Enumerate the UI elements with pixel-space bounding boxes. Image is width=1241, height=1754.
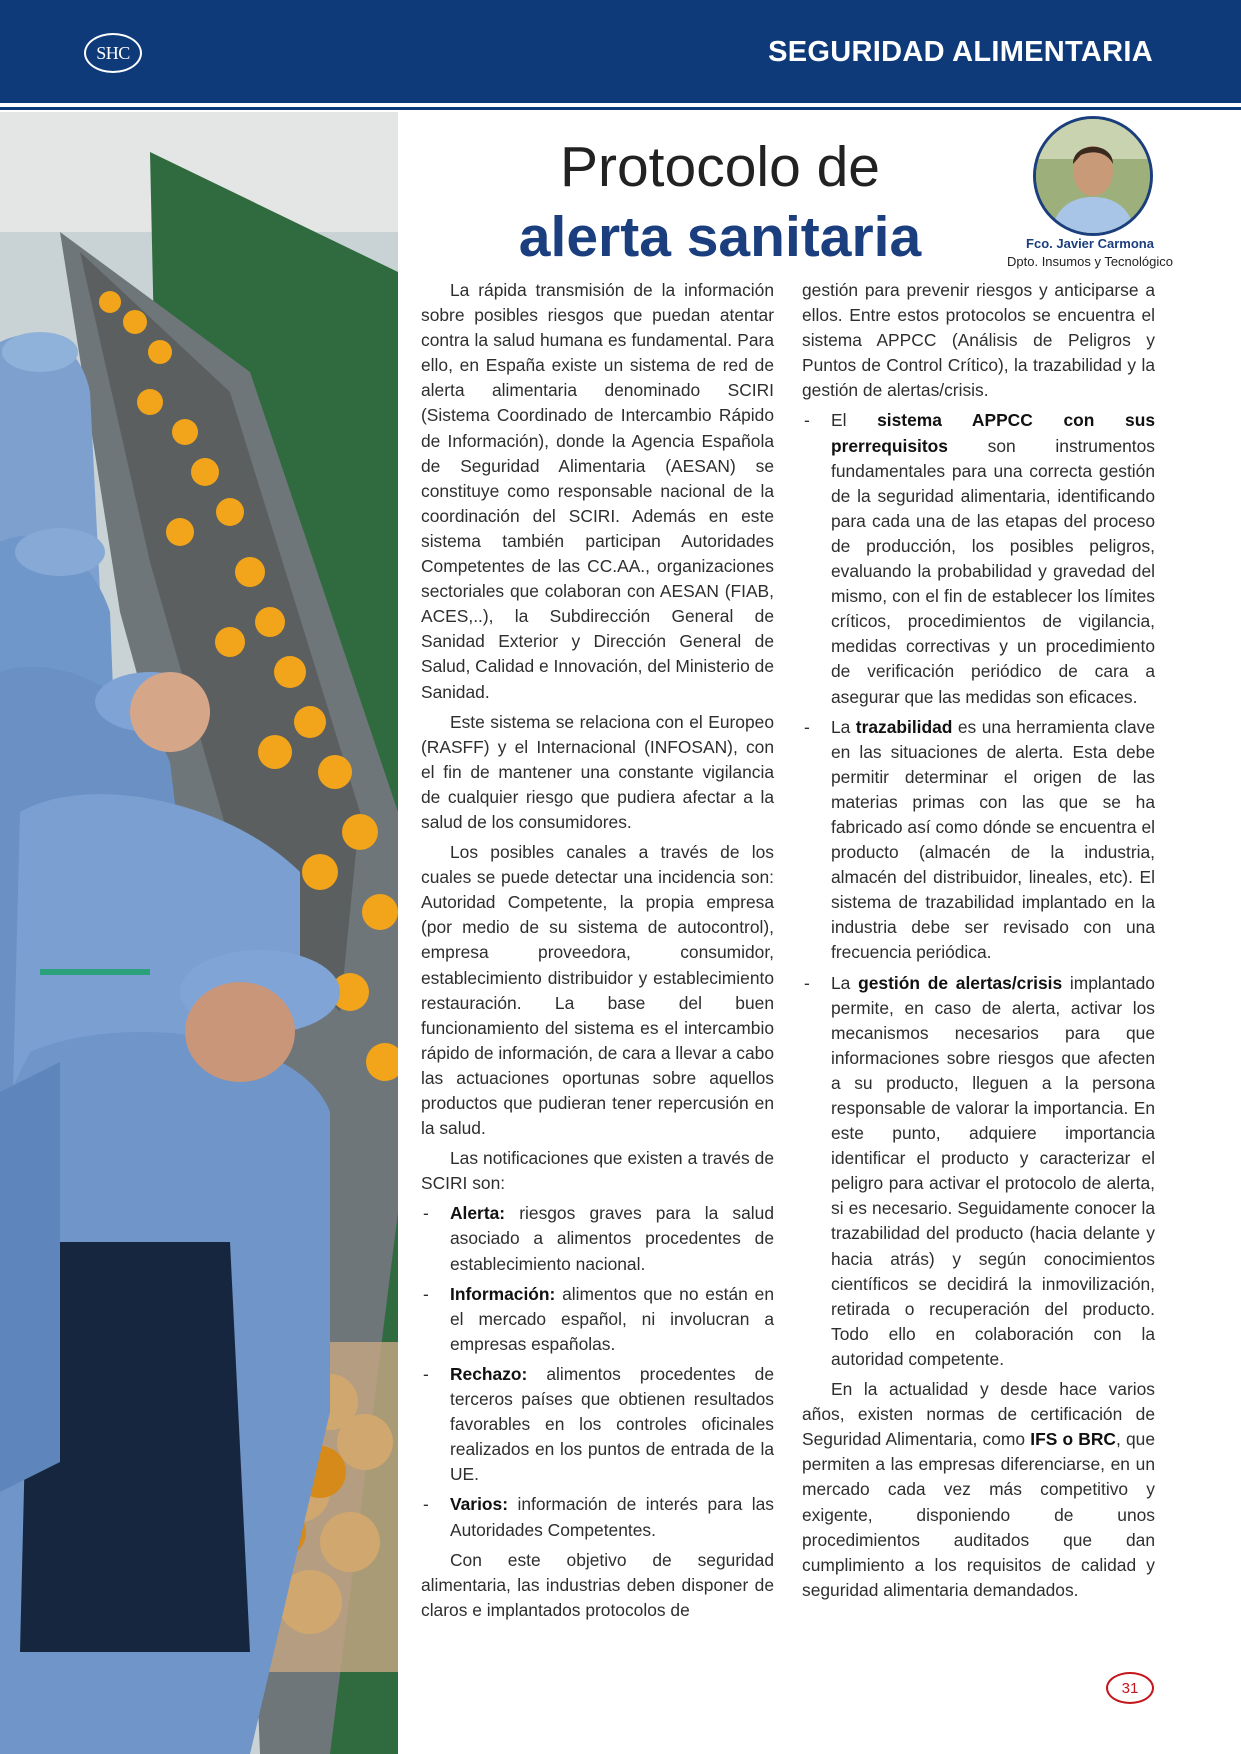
- paragraph: Este sistema se relaciona con el Europeo (RASFF) y el Internacional (INFOSAN), con el fin de mantener una constante vigilancia de cualquier riesgo que pudiera afectar a la salud de los consumidores.: [421, 711, 774, 832]
- page-number: 31: [1106, 1672, 1154, 1704]
- paragraph: En la actualidad y desde hace varios años, existen normas de certificación de Seguridad Alimentaria, como IFS o BRC, que permiten a las empresas diferenciarse, en un mercado cada vez más competitivo y exigente, disponiendo de unos procedimientos auditados que dan cumplimiento a los requisitos de calidad y seguridad alimentaria demandados.: [802, 1379, 1155, 1600]
- article-column-left: [421, 278, 774, 1628]
- notification-types-list: [421, 1201, 774, 1542]
- article-title-line2: alerta sanitaria: [518, 205, 922, 269]
- list-item: - Varios: información de interés para las Autoridades Competentes.: [421, 1492, 774, 1542]
- list-item: - Información: alimentos que no están en el mercado español, ni involucran a empresas españolas.: [421, 1282, 774, 1357]
- author-portrait: [1033, 116, 1153, 236]
- author-name: Fco. Javier Carmona: [1026, 236, 1154, 251]
- paragraph: Los posibles canales a través de los cuales se puede detectar una incidencia son: Autoridad Competente, la propia empresa (por medio de su sistema de autocontrol), empresa proveedora, consumidor, establecimiento distribuidor y establecimiento restauración. La base del buen funcionamiento del sistema es el intercambio rápido de información, de cara a llevar a cabo las actuaciones oportunas sobre aquellos productos que pudieran tener repercusión en la salud.: [421, 842, 774, 1139]
- article-column-right: [802, 278, 1155, 1608]
- list-item: - Rechazo: alimentos procedentes de terceros países que obtienen resultados favorables en los controles oficinales realizados en los puntos de entrada de la UE.: [421, 1362, 774, 1487]
- paragraph: La rápida transmisión de la información sobre posibles riesgos que puedan atentar contra la salud humana es fundamental. Para ello, en España existe un sistema de red de alerta alimentaria denominado SCIRI (Sistema Coordinado de Intercambio Rápido de Información), donde la Agencia Española de Seguridad Alimentaria (AESAN) se constituye como responsable nacional de la coordinación del SCIRI. Además en este sistema también participan Autoridades Competentes de las CC.AA., organizaciones sectoriales que colaboran con AESAN (FIAB, ACES,..), la Subdirección General de Sanidad Exterior y Dirección General de Salud, Calidad e Innovación, del Ministerio de Sanidad.: [421, 280, 774, 702]
- paragraph: Las notificaciones que existen a través de SCIRI son:: [421, 1148, 774, 1194]
- header-divider: [0, 107, 1241, 110]
- list-item: - La trazabilidad es una herramienta clave en las situaciones de alerta. Esta debe permitir determinar el origen de las materias primas con las que se ha fabricado así como dónde se encuentra el producto (almacén de la industria, almacén del distribuidor, lineales, etc). El sistema de trazabilidad implantado en la industria debe ser revisado con una frecuencia periódica.: [802, 715, 1155, 966]
- protocols-list: [802, 408, 1155, 1372]
- article-title-line1: Protocolo de: [559, 135, 881, 199]
- shc-logo: SHC: [84, 33, 142, 73]
- paragraph: gestión para prevenir riesgos y anticiparse a ellos. Entre estos protocolos se encuentra el sistema APPCC (Análisis de Peligros y Puntos de Control Crítico), la trazabilidad y la gestión de alertas/crisis.: [802, 280, 1155, 401]
- list-item: - La gestión de alertas/crisis implantado permite, en caso de alerta, activar los mecanismos necesarios para que informaciones sobre riesgos que afecten a su producto, lleguen a la persona responsable de valorar la importancia. En este punto, adquiere importancia identificar el producto y caracterizar el peligro para activar el protocolo de alerta, si es necesario. Seguidamente conocer la trazabilidad del producto (hacia delante y hacia atrás) y según conocimientos científicos se decidirá la inmovilización, retirada o recuperación del producto. Todo ello en colaboración con la autoridad competente.: [802, 971, 1155, 1373]
- author-department: Dpto. Insumos y Tecnológico: [1007, 254, 1173, 269]
- list-item: - Alerta: riesgos graves para la salud asociado a alimentos procedentes de establecimiento nacional.: [421, 1201, 774, 1276]
- list-item: - El sistema APPCC con sus prerrequisitos son instrumentos fundamentales para una correcta gestión de la seguridad alimentaria, identificando para cada una de las etapas del proceso de producción, los posibles peligros, evaluando la probabilidad y gravedad del mismo, con el fin de establecer los límites críticos, procedimientos de vigilancia, medidas correctivas y un procedimiento de verificación periódico de cara a asegurar que las medidas son eficaces.: [802, 408, 1155, 709]
- section-title: SEGURIDAD ALIMENTARIA: [768, 36, 1153, 68]
- citrus-packing-photo: [0, 112, 398, 1754]
- header-bar: [0, 0, 1241, 103]
- paragraph: Con este objetivo de seguridad alimentaria, las industrias deben disponer de claros e implantados protocolos de: [421, 1549, 774, 1620]
